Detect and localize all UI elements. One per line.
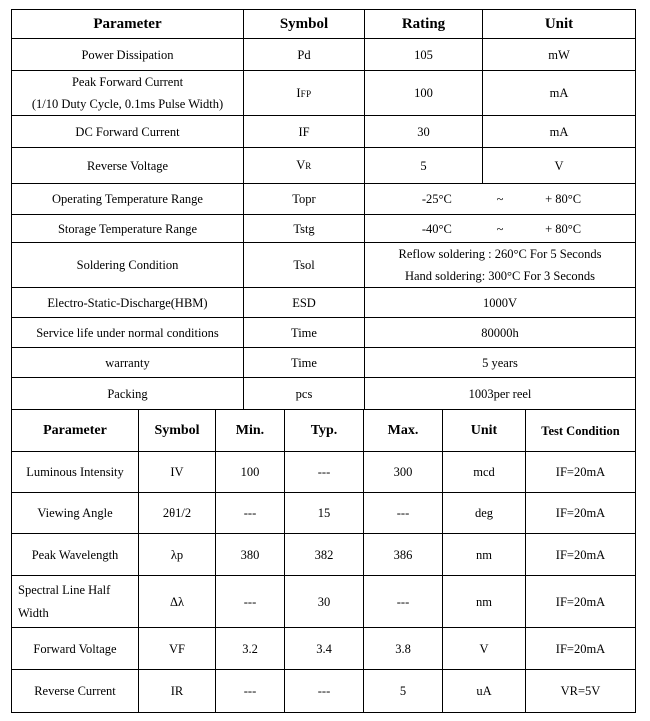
value-cell: 5 years [365,348,636,378]
header-max: Max. [364,410,443,452]
max-cell: 3.8 [364,628,443,670]
header-symbol: Symbol [244,10,365,39]
temperature-range-cell [365,184,636,215]
parameter-cell: warranty [12,348,244,378]
symbol-main: I [296,85,301,100]
typ-cell: 3.4 [285,628,364,670]
max-cell: --- [364,576,443,628]
min-cell: 380 [216,534,285,576]
parameter-cell: Peak Wavelength [12,534,139,576]
parameter-cell: Luminous Intensity [12,452,139,493]
table-row [12,348,636,378]
symbol-cell: Pd [244,39,365,71]
parameter-cell [12,576,139,628]
unit-cell: V [443,628,526,670]
min-cell: 3.2 [216,628,285,670]
header-parameter: Parameter [12,10,244,39]
table-row [12,628,636,670]
symbol-subscript: R [305,161,312,171]
parameter-cell: Packing [12,378,244,410]
min-cell: --- [216,576,285,628]
table-row [12,318,636,348]
soldering-line: Hand soldering: 300°C For 3 Seconds [404,269,596,283]
symbol-cell: Δλ [139,576,216,628]
table-row [12,184,636,215]
parameter-line: (1/10 Duty Cycle, 0.1ms Pulse Width) [31,97,224,111]
range-separator: ~ [496,221,504,236]
typ-cell: --- [285,452,364,493]
range-separator: ~ [496,192,504,206]
unit-cell: mW [483,39,636,71]
unit-cell: nm [443,576,526,628]
electro-optical-table [11,409,636,713]
condition-cell: VR=5V [526,670,636,713]
parameter-cell: Reverse Voltage [12,148,244,184]
symbol-subscript: FP [300,88,312,99]
value-cell: 80000h [365,318,636,348]
table-row [12,148,636,184]
condition-cell: IF=20mA [526,534,636,576]
parameter-cell: Service life under normal conditions [12,318,244,348]
symbol-cell: Tsol [244,243,365,288]
table-row [12,71,636,116]
symbol-main: V [296,158,306,172]
typ-cell: --- [285,670,364,713]
header-parameter: Parameter [12,410,139,452]
condition-cell: IF=20mA [526,576,636,628]
unit-cell: uA [443,670,526,713]
symbol-cell: Topr [244,184,365,215]
symbol-cell: VF [139,628,216,670]
range-max: + 80°C [545,192,582,206]
table-row [12,534,636,576]
symbol-cell: pcs [244,378,365,410]
header-min: Min. [216,410,285,452]
parameter-cell: Power Dissipation [12,39,244,71]
unit-cell: deg [443,493,526,534]
max-cell: 5 [364,670,443,713]
header-typ: Typ. [285,410,364,452]
parameter-cell: Viewing Angle [12,493,139,534]
unit-cell: mA [483,71,636,116]
table-row [12,378,636,410]
header-symbol: Symbol [139,410,216,452]
range-max: + 80°C [545,221,582,236]
table-row [12,670,636,713]
rating-cell: 5 [365,148,483,184]
table-row [12,39,636,71]
value-cell: 1003per reel [365,378,636,410]
symbol-cell [244,71,365,116]
value-cell: 1000V [365,288,636,318]
symbol-cell: λp [139,534,216,576]
unit-cell: mcd [443,452,526,493]
max-cell: 386 [364,534,443,576]
parameter-cell: Storage Temperature Range [12,215,244,243]
header-unit: Unit [483,10,636,39]
symbol-cell [244,148,365,184]
header-rating: Rating [365,10,483,39]
parameter-cell: Soldering Condition [12,243,244,288]
rating-cell: 105 [365,39,483,71]
parameter-line: Peak Forward Current [71,75,184,89]
table-row [12,243,636,288]
condition-cell: IF=20mA [526,452,636,493]
symbol-cell: IV [139,452,216,493]
typ-cell: 382 [285,534,364,576]
header-test-condition: Test Condition [526,410,636,452]
absolute-ratings-table [11,9,636,410]
soldering-condition-cell [365,243,636,288]
typ-cell: 30 [285,576,364,628]
unit-cell: V [483,148,636,184]
min-cell: 100 [216,452,285,493]
parameter-line: Width [18,605,49,620]
range-min: -40°C [421,221,452,236]
parameter-cell: DC Forward Current [12,116,244,148]
symbol-cell: 2θ1/2 [139,493,216,534]
parameter-cell: Reverse Current [12,670,139,713]
range-min: -25°C [421,192,452,206]
table-row [12,493,636,534]
symbol-cell: Time [244,318,365,348]
table-row [12,576,636,628]
soldering-line: Reflow soldering : 260°C For 5 Seconds [398,247,602,261]
parameter-cell [12,71,244,116]
symbol-cell: IF [244,116,365,148]
min-cell: --- [216,670,285,713]
parameter-cell: Forward Voltage [12,628,139,670]
symbol-cell: Time [244,348,365,378]
parameter-cell: Operating Temperature Range [12,184,244,215]
table-row [12,288,636,318]
condition-cell: IF=20mA [526,493,636,534]
table-row [12,215,636,243]
parameter-cell: Electro-Static-Discharge(HBM) [12,288,244,318]
symbol-cell: IR [139,670,216,713]
symbol-cell: Tstg [244,215,365,243]
max-cell: --- [364,493,443,534]
parameter-line: Spectral Line Half [18,582,111,597]
unit-cell: mA [483,116,636,148]
rating-cell: 30 [365,116,483,148]
symbol-cell: ESD [244,288,365,318]
table-row [12,116,636,148]
typ-cell: 15 [285,493,364,534]
rating-cell: 100 [365,71,483,116]
max-cell: 300 [364,452,443,493]
condition-cell: IF=20mA [526,628,636,670]
temperature-range-cell [365,215,636,243]
min-cell: --- [216,493,285,534]
table-row [12,452,636,493]
unit-cell: nm [443,534,526,576]
header-unit: Unit [443,410,526,452]
